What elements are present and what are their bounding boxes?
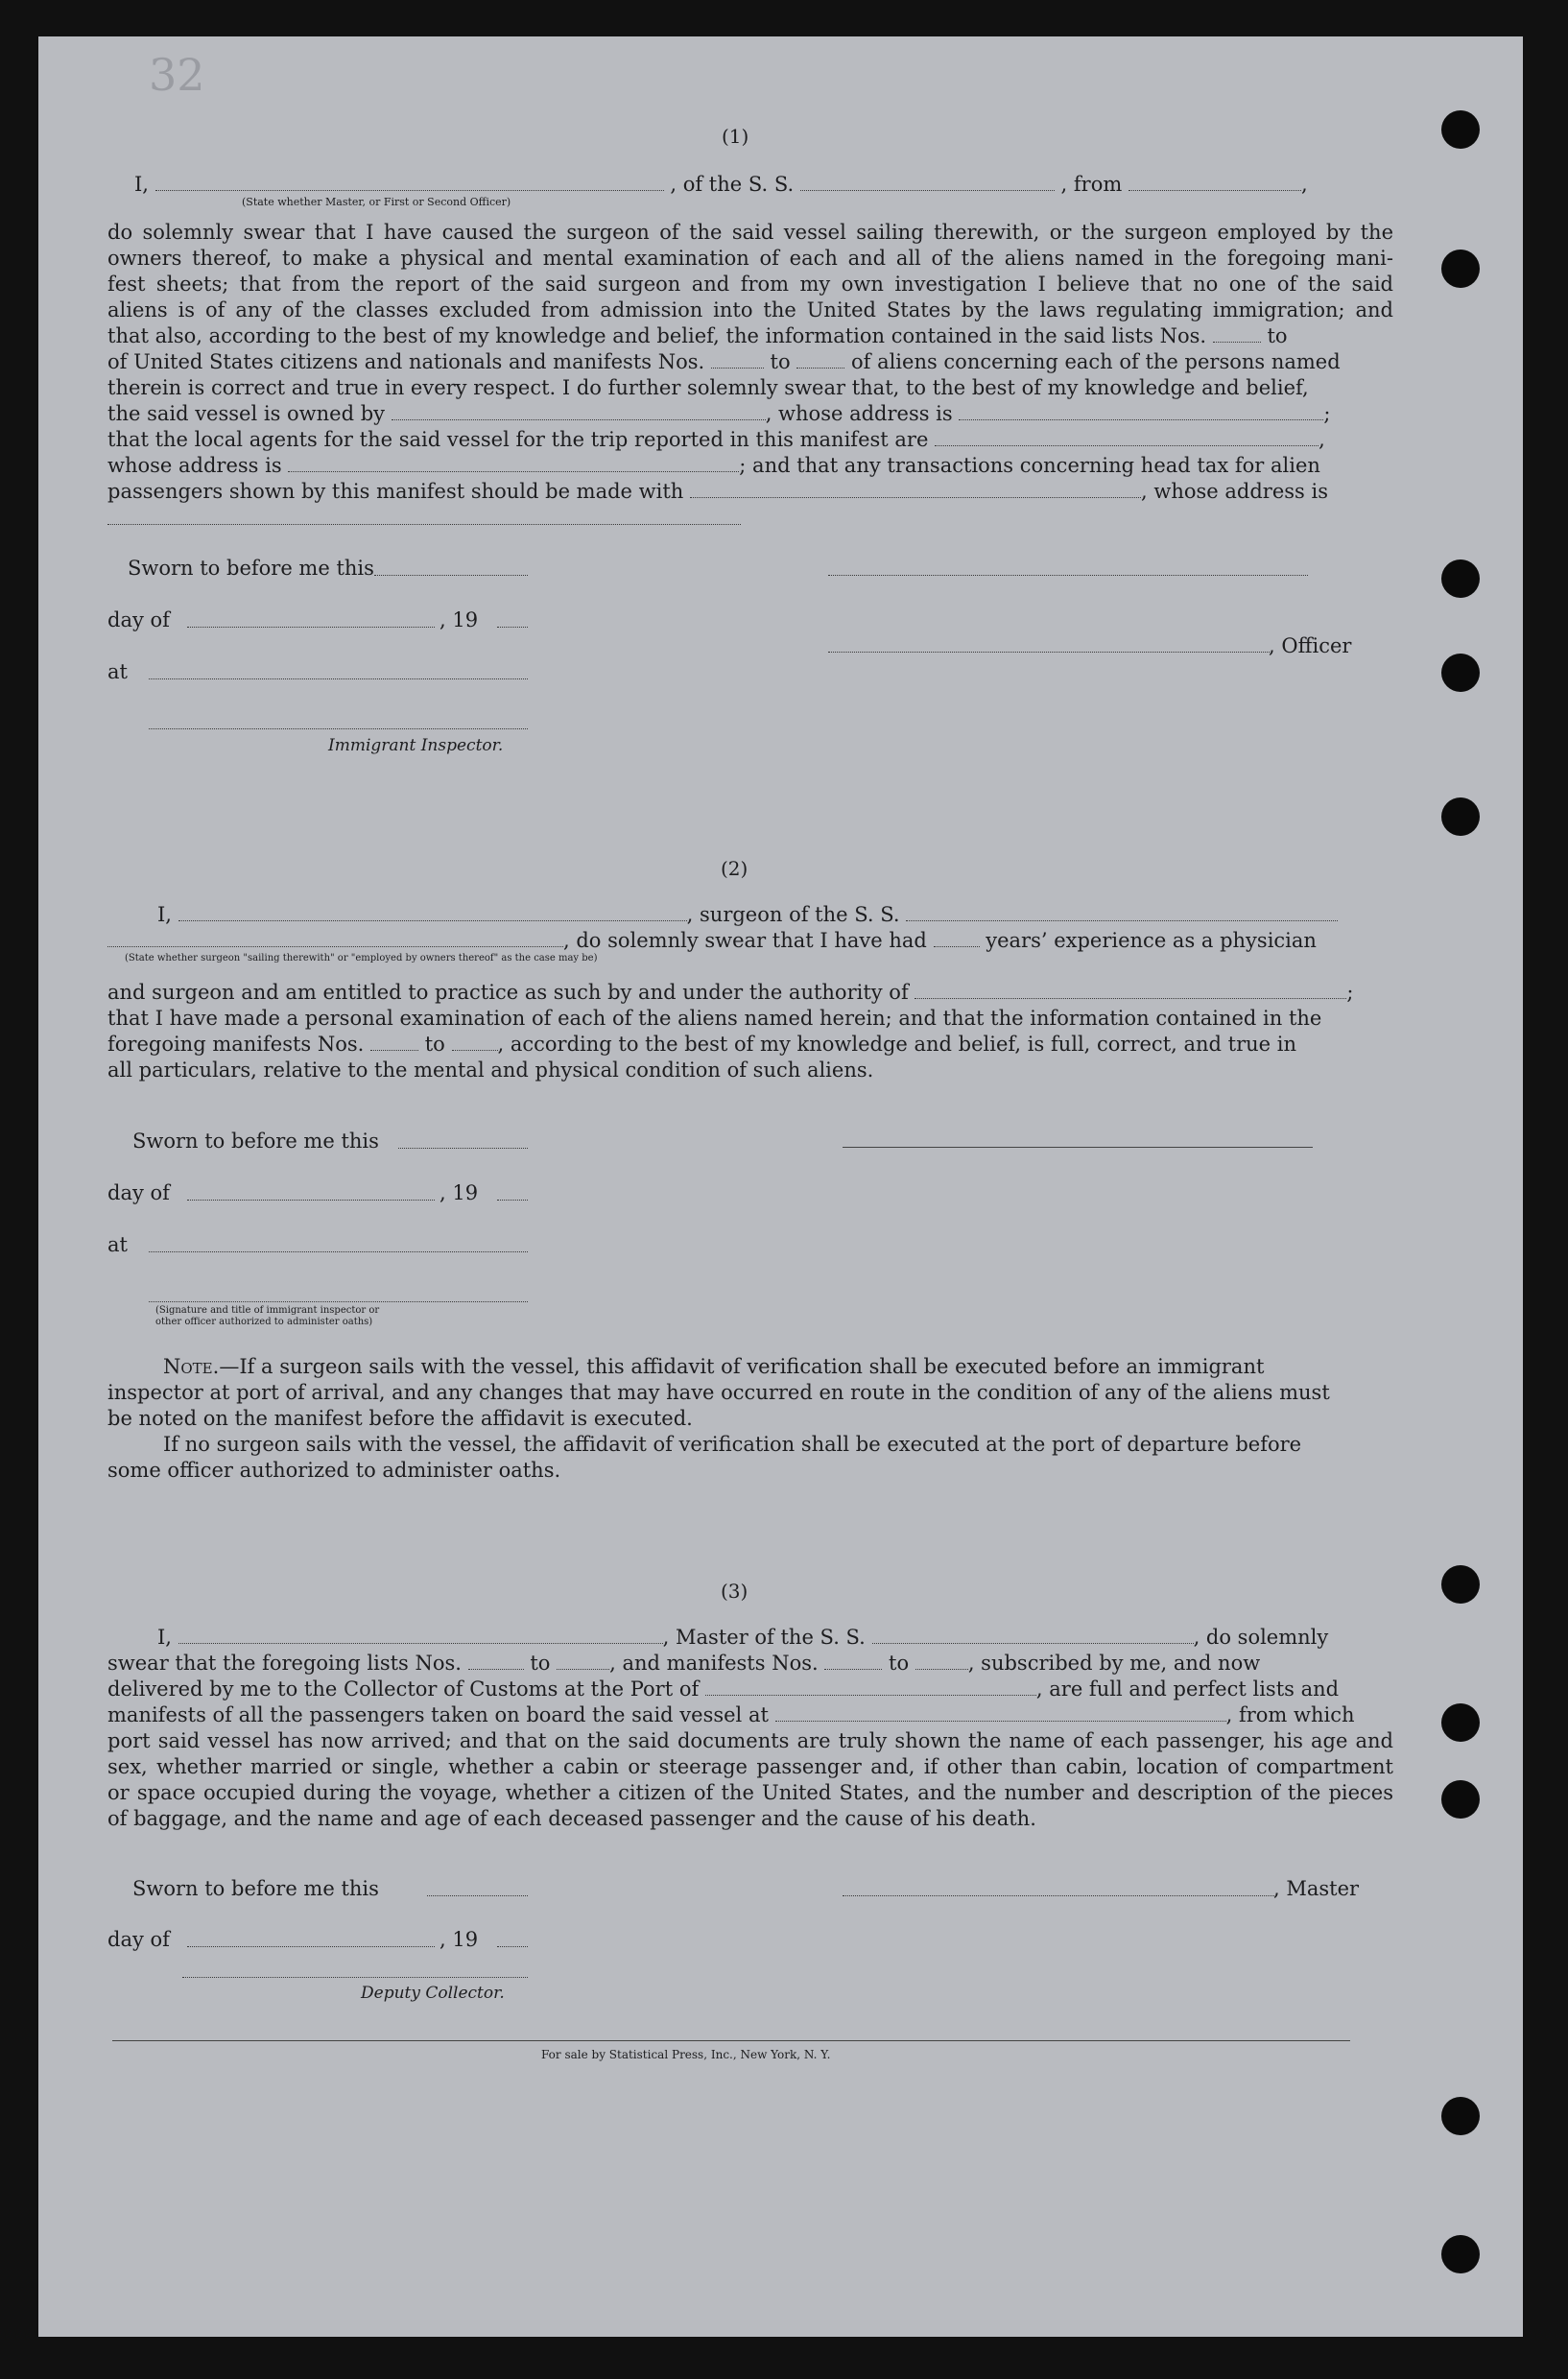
label-from: , from — [1060, 173, 1123, 196]
section-2-line-1 — [157, 902, 1338, 928]
section-1-para-line: aliens is of any of the classes excluded from admission into the United States by the laws regulating immigration; and — [107, 298, 1393, 321]
section-3-para-line: or space occupied during the voyage, whether a citizen of the United States, and the number and description of the pieces — [107, 1781, 1393, 1804]
punch-hole — [1441, 654, 1480, 692]
punch-hole — [1441, 1780, 1480, 1819]
year-label: , 19 — [440, 1181, 479, 1204]
year-label: , 19 — [440, 1928, 479, 1951]
years-experience-field[interactable] — [934, 946, 980, 947]
section-1-line-1: I, , of the S. S. , from , — [134, 173, 1308, 196]
vessel-name-field[interactable] — [906, 920, 1338, 921]
punch-hole — [1441, 559, 1480, 598]
signature-note-2: other officer authorized to administer oaths) — [155, 1317, 373, 1327]
section-1-address-line: whose address is ; and that any transactions concerning head tax for alien — [107, 454, 1320, 477]
section-1-para-line: owners thereof, to make a physical and mental examination of each and all of the aliens named in the foregoing mani- — [107, 247, 1393, 270]
section-2-authority-line: and surgeon and am entitled to practice as such by and under the authority of ; — [107, 981, 1354, 1004]
section-1-para-line: therein is correct and true in every respect. I do further solemnly swear that, to the best of my knowledge and belief, — [107, 376, 1309, 399]
owner-field[interactable] — [392, 419, 766, 420]
section-1-para-line: fest sheets; that from the report of the said surgeon and from my own investigation I believe that no one of the said — [107, 273, 1393, 296]
section-1-headtax-line: passengers shown by this manifest should be made with , whose address is — [107, 480, 1328, 503]
section-3-line-2: swear that the foregoing lists Nos. to , and manifests Nos. to , subscribed by me, and now — [107, 1652, 1261, 1675]
manifests-from-field[interactable] — [824, 1669, 882, 1670]
section-3-para-line: port said vessel has now arrived; and that on the said documents are truly shown the name of each passenger, his age and — [107, 1729, 1393, 1752]
punch-hole — [1441, 2235, 1480, 2273]
surgeon-name-field[interactable] — [178, 920, 687, 921]
deputy-collector-label: Deputy Collector. — [361, 1984, 505, 2003]
master-signature-label: , Master — [1273, 1877, 1360, 1900]
sworn-label: Sworn to before me this — [132, 1130, 379, 1153]
section-2-para-line: all particulars, relative to the mental and physical condition of such aliens. — [107, 1059, 874, 1082]
vessel-name-field[interactable] — [872, 1643, 1194, 1644]
corner-number: 32 — [149, 49, 205, 101]
section-3-line-3: delivered by me to the Collector of Customs at the Port of , are full and perfect lists and — [107, 1677, 1340, 1701]
year-label: , 19 — [440, 608, 479, 631]
label-do-solemnly: , do solemnly swear that I have had — [563, 929, 927, 952]
note-line-3: be noted on the manifest before the affidavit is executed. — [107, 1407, 693, 1430]
authority-field[interactable] — [915, 998, 1346, 999]
section-2-line-2 — [107, 928, 1317, 954]
lists-from-field[interactable] — [1213, 342, 1261, 343]
port-of-embarkation-field[interactable] — [775, 1721, 1226, 1722]
immigrant-inspector-label: Immigrant Inspector. — [328, 736, 504, 755]
note-line-2: inspector at port of arrival, and any changes that may have occurred en route in the condition of any of the aliens must — [107, 1381, 1330, 1404]
from-port-field[interactable] — [1128, 190, 1301, 191]
manifest-to-field[interactable] — [452, 1050, 498, 1051]
label-surgeon-of-ss: , surgeon of the S. S. — [686, 903, 900, 926]
agents-address-field[interactable] — [288, 471, 739, 472]
section-1-para-line: do solemnly swear that I have caused the surgeon of the said vessel sailing therewith, or the surgeon employed by the — [107, 221, 1393, 244]
punch-hole — [1441, 250, 1480, 288]
master-name-field[interactable] — [178, 1643, 663, 1644]
label-i: I, — [134, 173, 149, 196]
section-2-number: (2) — [721, 857, 748, 880]
note-label: Note. — [163, 1355, 220, 1378]
section-3-para-line: sex, whether married or single, whether a cabin or steerage passenger and, if other than cabin, location of compartment — [107, 1755, 1393, 1778]
section-3-line-1: I, , Master of the S. S. , do solemnly — [157, 1626, 1329, 1649]
officer-signature-label: , Officer — [1269, 634, 1352, 657]
label-of-ss: , of the S. S. — [670, 173, 795, 196]
label-i: I, — [157, 903, 172, 926]
officer-name-field[interactable] — [155, 190, 664, 191]
manifest-from-field[interactable] — [370, 1050, 418, 1051]
label-years-experience: years’ experience as a physician — [986, 929, 1317, 952]
local-agents-field[interactable] — [935, 445, 1319, 446]
section-1-lists-line: that also, according to the best of my knowledge and belief, the information contained in the said lists Nos. to — [107, 324, 1288, 347]
section-1-manifests-line: of United States citizens and nationals and manifests Nos. to of aliens concerning each of the persons named — [107, 350, 1341, 373]
manifests-to-field[interactable] — [915, 1669, 968, 1670]
head-tax-contact-field[interactable] — [690, 497, 1141, 498]
day-of-label: day of — [107, 1181, 170, 1204]
sworn-label: Sworn to before me this — [132, 1877, 379, 1900]
punch-hole — [1441, 2097, 1480, 2135]
section-2-para-line: that I have made a personal examination of each of the aliens named herein; and that the information contained in the — [107, 1007, 1322, 1030]
section-3-number: (3) — [721, 1580, 748, 1603]
lists-to-field[interactable] — [557, 1669, 609, 1670]
section-1-agents-line: that the local agents for the said vessel for the trip reported in this manifest are , — [107, 428, 1325, 451]
punch-hole — [1441, 1565, 1480, 1604]
note-line-1: Note.—If a surgeon sails with the vessel, this affidavit of verification shall be executed before an immigrant — [163, 1355, 1265, 1378]
section-3-para-line: of baggage, and the name and age of each deceased passenger and the cause of his death. — [107, 1807, 1036, 1830]
port-field[interactable] — [705, 1695, 1036, 1696]
vessel-name-field[interactable] — [800, 190, 1055, 191]
surgeon-status-note: (State whether surgeon "sailing therewith" or "employed by owners thereof" as the case may be) — [125, 953, 598, 963]
note2-line-2: some officer authorized to administer oaths. — [107, 1459, 561, 1482]
punch-hole — [1441, 1703, 1480, 1742]
day-of-label: day of — [107, 1928, 170, 1951]
officer-rank-note: (State whether Master, or First or Second Officer) — [242, 196, 511, 208]
at-label: at — [107, 660, 128, 683]
punch-hole — [1441, 797, 1480, 836]
section-1-owner-line: the said vessel is owned by , whose address is ; — [107, 402, 1331, 425]
section-3-line-4: manifests of all the passengers taken on board the said vessel at , from which — [107, 1703, 1355, 1726]
manifests-from-field[interactable] — [711, 368, 764, 369]
note2-line-1: If no surgeon sails with the vessel, the affidavit of verification shall be executed at the port of departure before — [163, 1433, 1302, 1456]
signature-note-1: (Signature and title of immigrant inspector or — [155, 1305, 380, 1316]
sworn-label: Sworn to before me this — [128, 557, 374, 580]
owner-address-field[interactable] — [959, 419, 1323, 420]
day-of-label: day of — [107, 608, 170, 631]
at-label: at — [107, 1233, 128, 1256]
lists-from-field[interactable] — [468, 1669, 524, 1670]
punch-hole — [1441, 110, 1480, 149]
manifests-to-field[interactable] — [796, 368, 844, 369]
section-1-number: (1) — [722, 125, 749, 148]
section-2-manifests-line: foregoing manifests Nos. to , according to the best of my knowledge and belief, is full, correct, and true in — [107, 1033, 1296, 1056]
surgeon-status-field[interactable] — [107, 946, 563, 947]
manifest-page — [38, 36, 1523, 2337]
footer-printer: For sale by Statistical Press, Inc., New York, N. Y. — [541, 2048, 831, 2061]
